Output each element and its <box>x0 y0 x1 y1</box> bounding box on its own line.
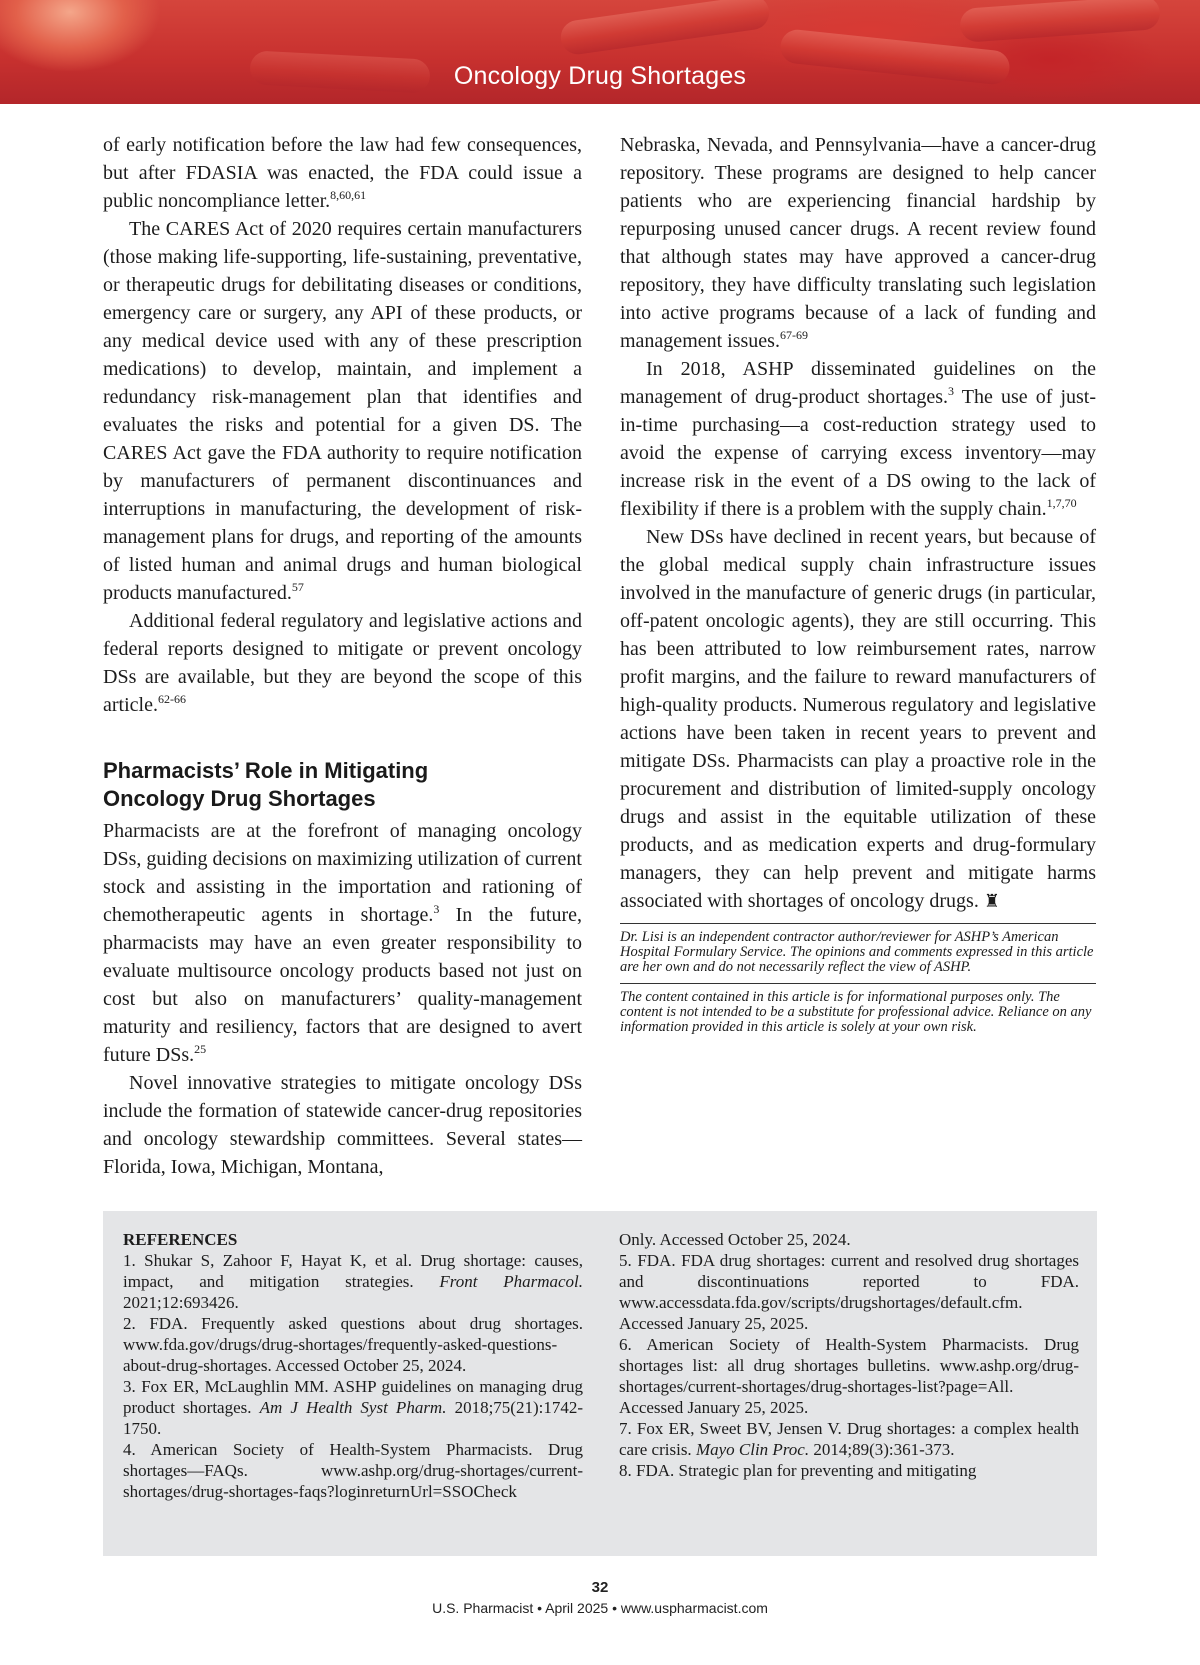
paragraph: The CARES Act of 2020 requires certain manufacturers (those making life-supporting, life-sustaining, preventative, or therapeutic drugs for debilitating diseases or conditions, emergency care or surgery, any API of these products, or any medical device used with any of these prescription medications) to develop, maintain, and implement a redundancy risk-management plan that identifies and evaluates the risks and potential for a given DS. The CARES Act gave the FDA authority to require notification by manufacturers of permanent discontinuances and interruptions in manufacturing, the development of risk-management plans for drugs, and reporting of the amounts of listed human and animal drugs and human biological products manufactured.$^{57}$ <box>103 218 582 604</box>
paragraph: Novel innovative strategies to mitigate oncology DSs include the formation of statewide cancer-drug repositories and oncology stewardship committees. Several states—Florida, Iowa, Michigan, Montana, <box>103 1072 582 1178</box>
reference-item: 1. Shukar S, Zahoor F, Hayat K, et al. Drug shortage: causes, impact, and mitigation strategies. Front Pharmacol. 2021;12:693426. <box>123 1251 584 1312</box>
reference-item-continued: Only. Accessed October 25, 2024. <box>619 1230 851 1249</box>
reference-item: 8. FDA. Strategic plan for preventing and mitigating <box>619 1461 977 1480</box>
content-disclaimer: The content contained in this article is for informational purposes only. The content is not intended to be a substitute for professional advice. Reliance on any information provided in this article is solely at your own risk. <box>620 983 1096 1035</box>
reference-item: 7. Fox ER, Sweet BV, Jensen V. Drug shortages: a complex health care crisis. Mayo Clin Proc. 2014;89(3):361-373. <box>619 1419 1079 1459</box>
capsule-graphic <box>959 0 1161 43</box>
left-column <box>103 131 582 1181</box>
citation: 57 <box>291 580 304 594</box>
references-box <box>103 1211 1097 1556</box>
citation: 67-69 <box>779 328 808 342</box>
citation: 62-66 <box>157 692 186 706</box>
capsule-graphic <box>559 0 772 56</box>
page-number: 32 <box>591 1579 609 1596</box>
reference-item: 5. FDA. FDA drug shortages: current and resolved drug shortages and discontinuations reported to FDA. www.accessdata.fda.gov/scripts/drugshortages/default.cfm. Accessed January 25, 2025. <box>619 1251 1079 1333</box>
paragraph: Nebraska, Nevada, and Pennsylvania—have a cancer-drug repository. These programs are designed to help cancer patients who are experiencing financial hardship by repurposing unused cancer drugs. A recent review found that although states may have approved a cancer-drug repository, they have difficulty translating such legislation into active programs because of a lack of funding and management issues.$^{67-69}$ <box>620 134 1096 352</box>
section-heading: Pharmacists’ Role in Mitigating Oncology Drug Shortages <box>103 758 429 811</box>
author-disclosure: Dr. Lisi is an independent contractor author/reviewer for ASHP’s American Hospital Formulary Service. The opinions and comments expressed in this article are her own and do not necessarily reflect the view of ASHP. <box>620 923 1096 975</box>
citation: 8,60,61 <box>330 188 367 202</box>
citation: 3 <box>948 384 955 398</box>
reference-item: 4. American Society of Health-System Pharmacists. Drug shortages—FAQs. www.ashp.org/drug-shortages/current-shortages/drug-shortages-faqs?loginreturnUrl=SSOCheck <box>123 1440 583 1501</box>
page-footer <box>0 1578 1200 1618</box>
references-heading: REFERENCES <box>123 1230 238 1249</box>
end-of-article-icon: ♜ <box>983 891 1000 911</box>
paragraph: of early notification before the law had few consequences, but after FDASIA was enacted, the FDA could issue a public noncompliance letter.$^{8,60,61}$ <box>103 134 582 212</box>
paragraph: New DSs have declined in recent years, but because of the global medical supply chain infrastructure issues involved in the manufacture of generic drugs (in particular, off-patent oncologic agents), they are still occurring. This has been attributed to low reimbursement rates, narrow profit margins, and the failure to reward manufacturers of high-quality products. Numerous regulatory and legislative actions have been taken in recent years to prevent and mitigate DSs. Pharmacists can play a proactive role in the procurement and distribution of limited-supply oncology drugs and assist in the equitable utilization of these products, and as medication experts and drug-formulary managers, they can help prevent and mitigate harms associated with shortages of oncology drugs. ♜ <box>620 526 1096 912</box>
references-right-column <box>619 1229 1079 1481</box>
right-column <box>620 131 1096 1035</box>
references-left-column <box>123 1229 583 1502</box>
citation: 1,7,70 <box>1046 496 1077 510</box>
reference-item: 6. American Society of Health-System Pharmacists. Drug shortages list: all drug shortages bulletins. www.ashp.org/drug-shortages/current-shortages/drug-shortages-list?page=All. Accessed January 25, 2025. <box>619 1335 1079 1417</box>
running-header-title: Oncology Drug Shortages <box>453 62 747 90</box>
paragraph: Pharmacists are at the forefront of managing oncology DSs, guiding decisions on maximizing utilization of current stock and assisting in the importation and rationing of chemotherapeutic agents in shortage.$^3$ In the future, pharmacists may have an even greater responsibility to evaluate multisource oncology products based not just on cost but also on manufacturers’ quality-management maturity and resiliency, factors that are designed to avert future DSs.$^{25}$ <box>103 820 582 1066</box>
citation: 3 <box>433 902 440 916</box>
paragraph: In 2018, ASHP disseminated guidelines on the management of drug-product shortages.$^3$ The use of just-in-time purchasing—a cost-reduction strategy used to avoid the expense of carrying excess inventory—may increase risk in the event of a DS owing to the lack of flexibility if there is a problem with the supply chain.$^{1,7,70}$ <box>620 358 1096 520</box>
header-banner <box>0 0 1200 104</box>
reference-item: 3. Fox ER, McLaughlin MM. ASHP guidelines on managing drug product shortages. Am J Health Syst Pharm. 2018;75(21):1742-1750. <box>123 1377 584 1438</box>
citation: 25 <box>194 1042 207 1056</box>
journal-line: U.S. Pharmacist • April 2025 • www.uspharmacist.com <box>432 1600 768 1616</box>
reference-item: 2. FDA. Frequently asked questions about drug shortages. www.fda.gov/drugs/drug-shortages/frequently-asked-questions-about-drug-shortages. Accessed October 25, 2024. <box>123 1314 583 1375</box>
paragraph: Additional federal regulatory and legislative actions and federal reports designed to mitigate or prevent oncology DSs are available, but they are beyond the scope of this article.$^{62-66}$ <box>103 610 582 716</box>
